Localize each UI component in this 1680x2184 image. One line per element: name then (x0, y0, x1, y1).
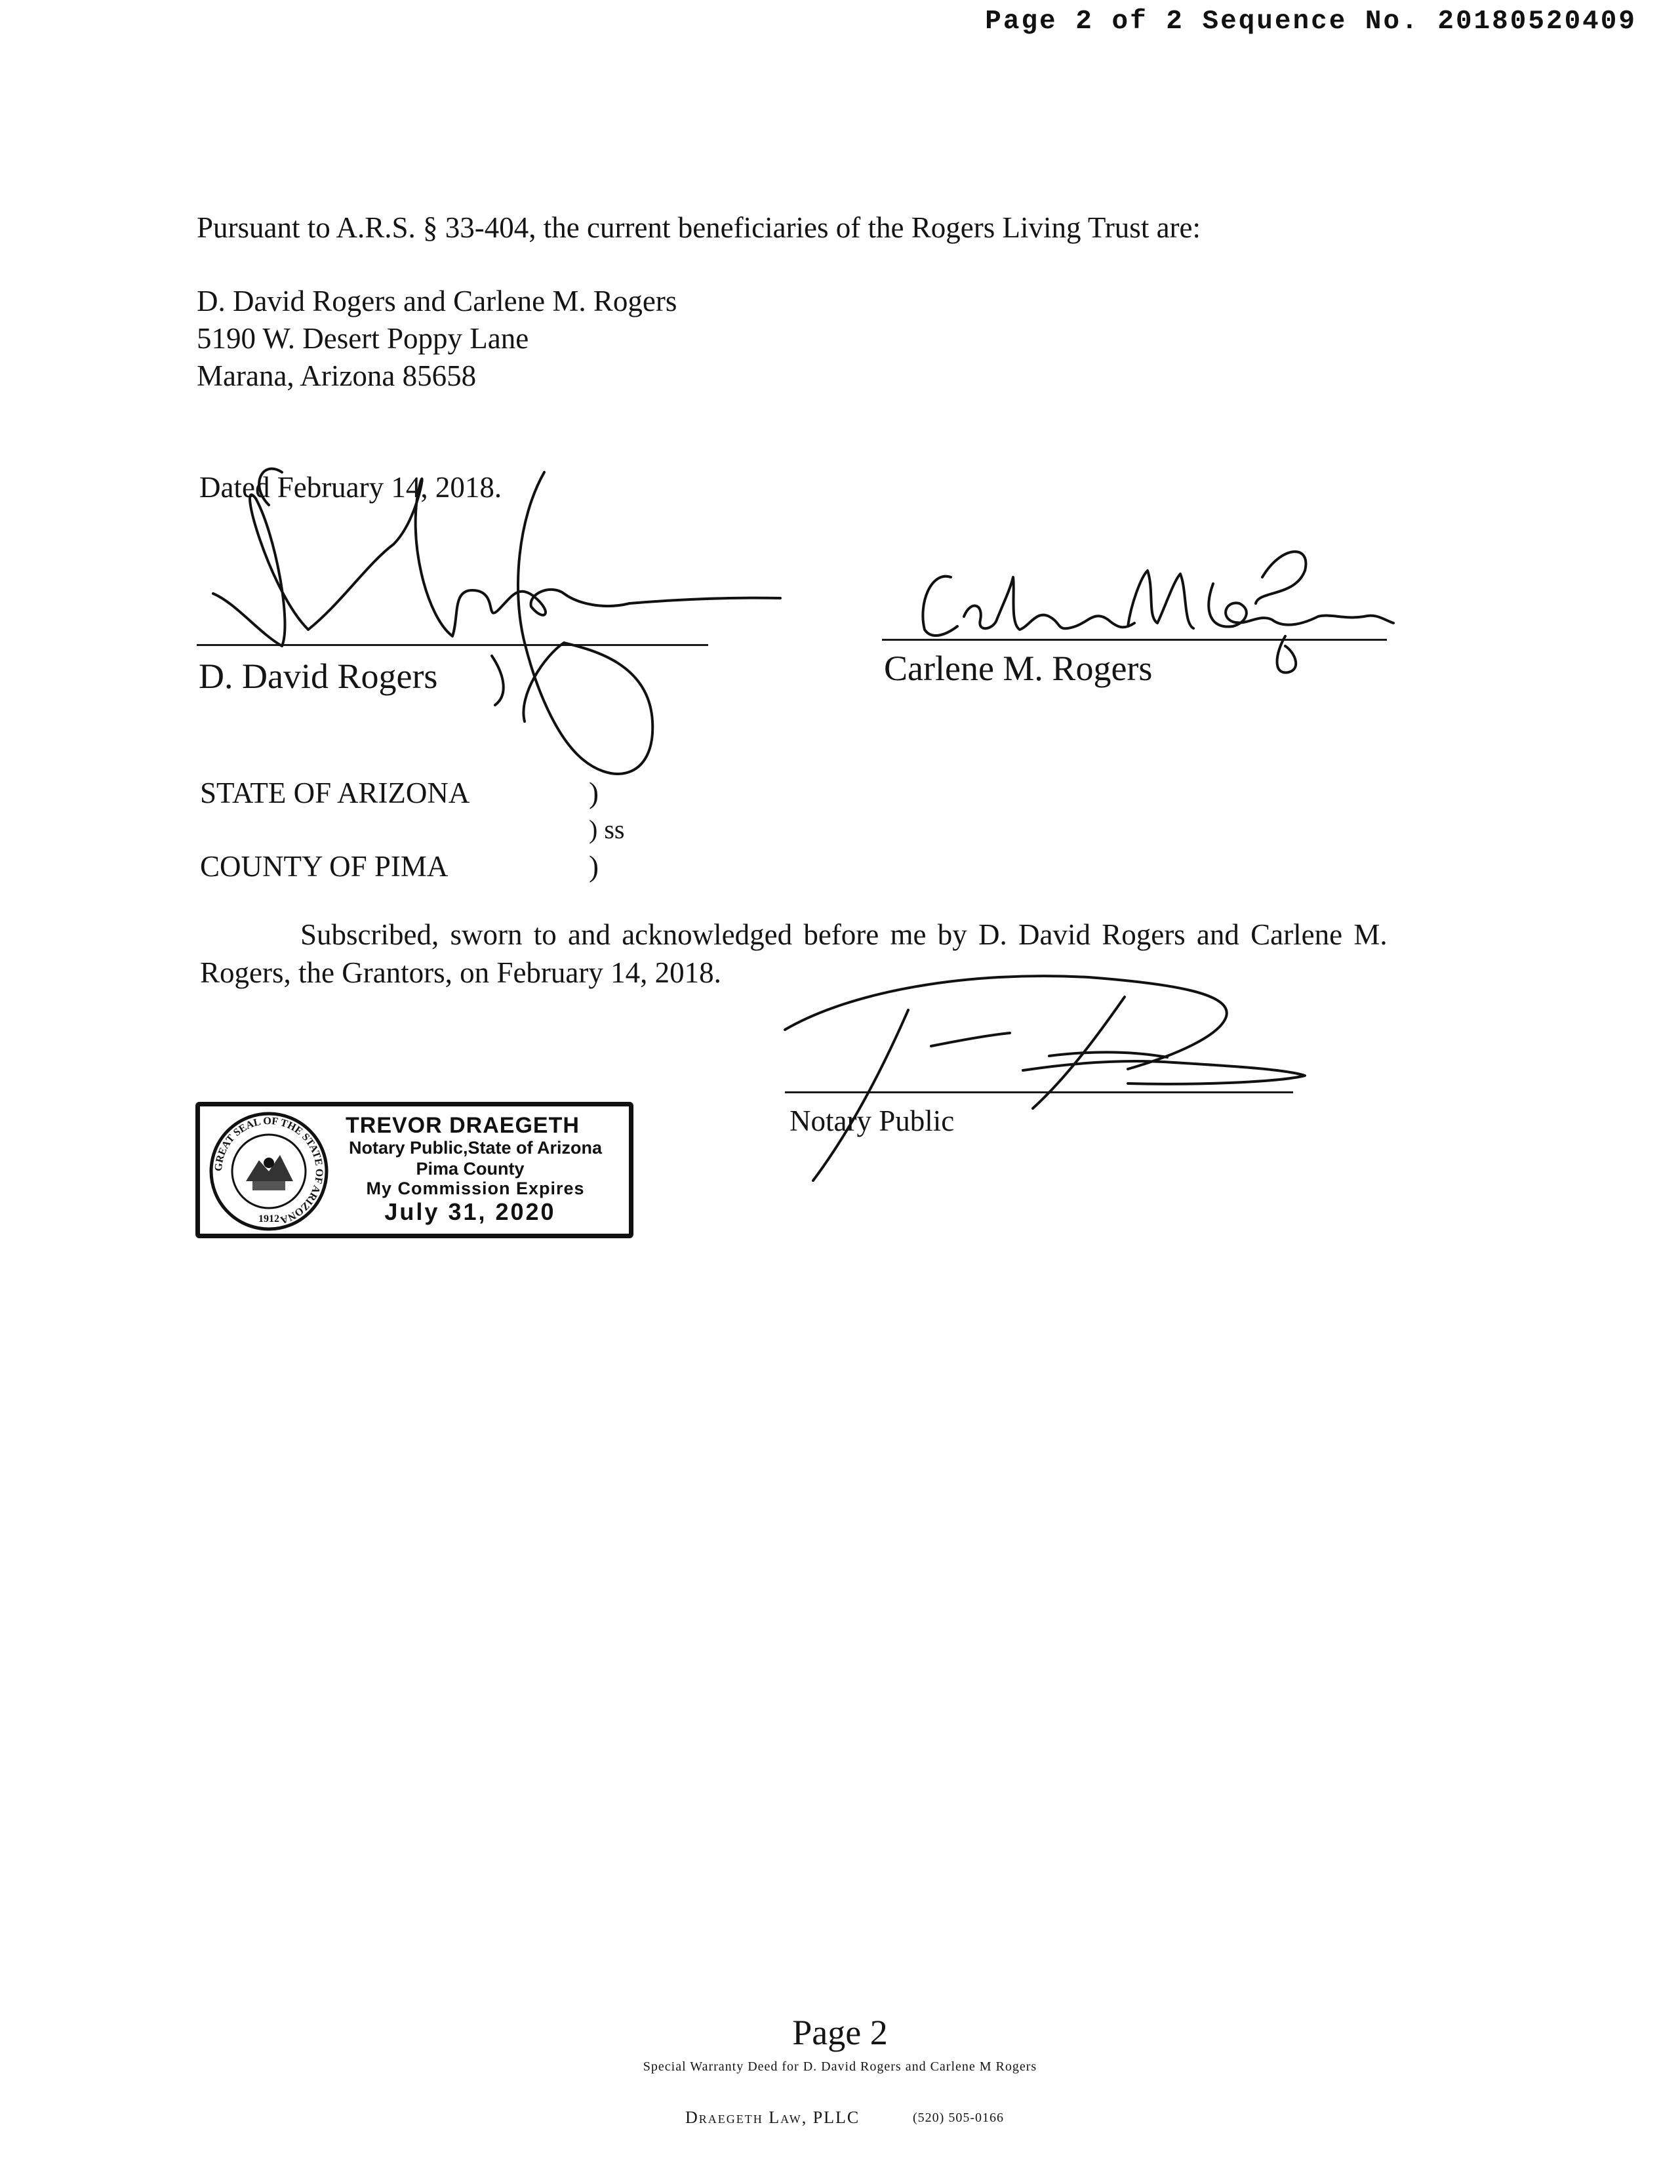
notary-label: Notary Public (790, 1104, 955, 1137)
footer-law-firm: Draegeth Law, PLLC (685, 2108, 860, 2127)
svg-text:GREAT SEAL OF THE STATE OF ARI: GREAT SEAL OF THE STATE OF ARIZONA (212, 1115, 325, 1226)
footer-phone: (520) 505-0166 (913, 2111, 1004, 2125)
signer-label-david: D. David Rogers (199, 657, 438, 696)
dated-line: Dated February 14, 2018. (199, 471, 502, 504)
venue-county: COUNTY OF PIMA (200, 850, 449, 883)
page-sequence-header: Page 2 of 2 Sequence No. 20180520409 (985, 7, 1637, 37)
stamp-notary-name: TREVOR DRAEGETH (346, 1113, 580, 1138)
footer-page-number: Page 2 (792, 2013, 888, 2052)
stamp-title: Notary Public,State of Arizona (348, 1138, 603, 1158)
footer-document-title: Special Warranty Deed for D. David Rogers and Carlene M Rogers (643, 2059, 1037, 2074)
stamp-commission-label: My Commission Expires (366, 1179, 585, 1198)
stamp-commission-date: July 31, 2020 (384, 1198, 556, 1225)
beneficiaries-intro: Pursuant to A.R.S. § 33-404, the current beneficiaries of the Rogers Living Trust are: (197, 211, 1201, 244)
beneficiary-street: 5190 W. Desert Poppy Lane (197, 322, 529, 355)
svg-text:1912: 1912 (258, 1213, 279, 1224)
beneficiary-names: D. David Rogers and Carlene M. Rogers (197, 285, 677, 317)
acknowledgment-line-2: Rogers, the Grantors, on February 14, 2018. (200, 956, 721, 989)
venue-ss: ) ss (589, 815, 625, 844)
carlene-rogers-signature (923, 552, 1393, 672)
venue-state: STATE OF ARIZONA (200, 777, 470, 809)
signer-label-carlene: Carlene M. Rogers (884, 649, 1153, 688)
notary-signature (785, 976, 1305, 1181)
david-rogers-signature (213, 469, 780, 774)
beneficiary-city: Marana, Arizona 85658 (197, 359, 477, 392)
venue-paren-bottom: ) (589, 850, 599, 883)
venue-paren-top: ) (589, 777, 599, 809)
stamp-county: Pima County (416, 1159, 525, 1179)
acknowledgment-line-1: Subscribed, sworn to and acknowledged before me by D. David Rogers and Carlene M. (300, 918, 1388, 951)
